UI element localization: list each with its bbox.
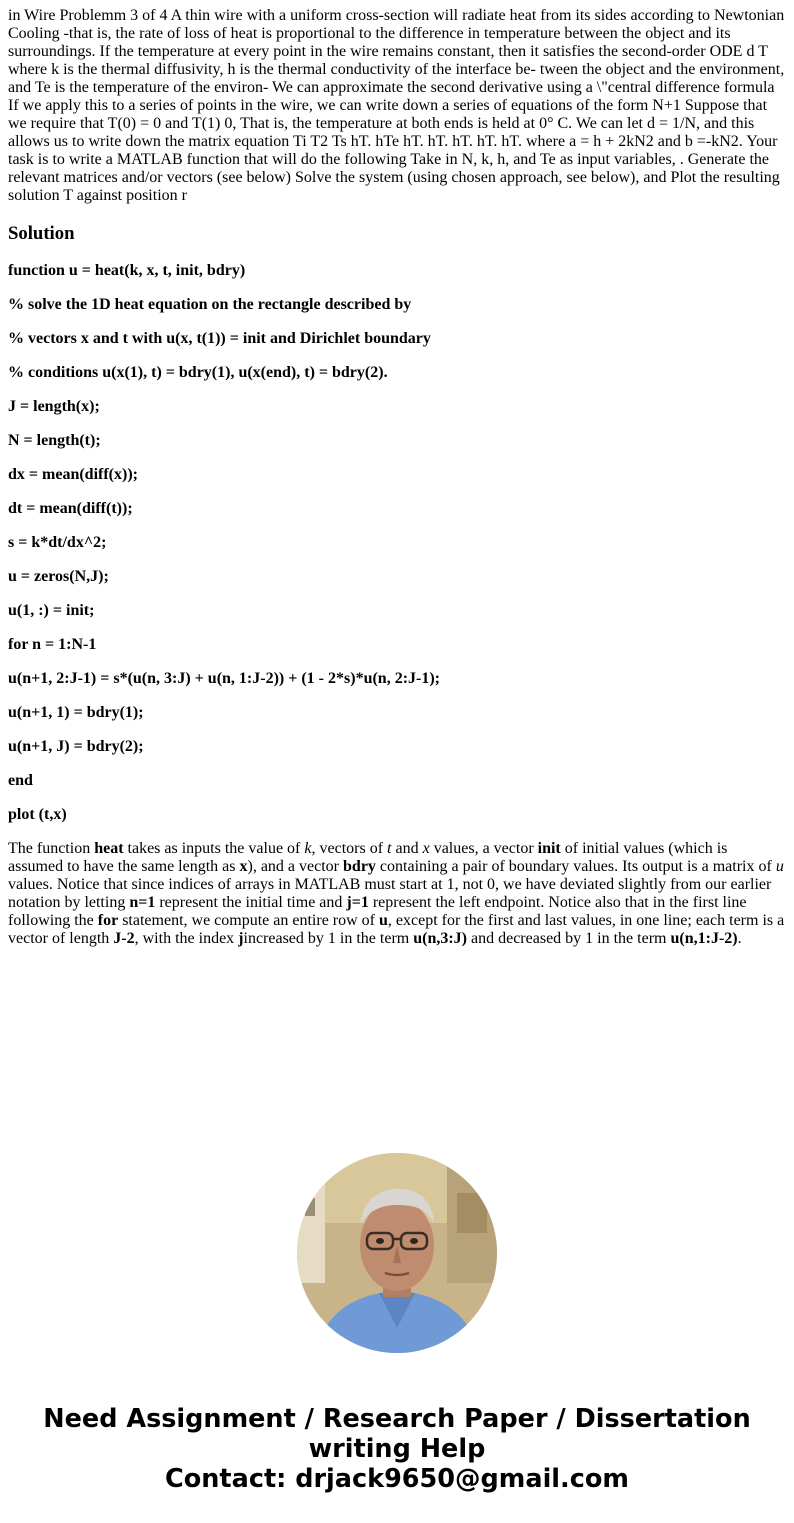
explanation-text: represent the left endpoint. Notice also that in the first line following the — [8, 894, 747, 929]
explanation-code-term: j=1 — [346, 894, 369, 911]
explanation-code-term: j — [238, 930, 244, 947]
solution-heading: Solution — [8, 223, 75, 244]
explanation-text: of initial values (which is assumed to have the same length as — [8, 840, 728, 875]
explanation-variable: x — [422, 840, 430, 857]
code-line: u(n+1, 1) = bdry(1); — [8, 704, 144, 721]
author-portrait-image — [297, 1153, 497, 1353]
explanation-code-term: J-2 — [113, 930, 135, 947]
contact-banner — [0, 1404, 794, 1494]
banner-subline: writing Help — [308, 1434, 486, 1464]
code-line: for n = 1:N-1 — [8, 636, 97, 653]
code-line: plot (t,x) — [8, 806, 67, 823]
code-block — [8, 262, 786, 824]
explanation-code-term: u(n,1:J-2) — [670, 930, 738, 947]
code-line: % vectors x and t with u(x, t(1)) = init and Dirichlet boundary — [8, 330, 431, 347]
explanation-variable: u — [775, 858, 784, 875]
explanation-text: takes as inputs the value of — [123, 840, 305, 857]
code-line: s = k*dt/dx^2; — [8, 534, 107, 551]
explanation-text: values, a vector — [429, 840, 538, 857]
explanation-text: The function — [8, 840, 95, 857]
explanation-text: ), and a vector — [247, 858, 344, 875]
explanation-code-term: u — [379, 912, 388, 929]
explanation-text: , vectors of — [311, 840, 388, 857]
code-line: N = length(t); — [8, 432, 101, 449]
code-line: function u = heat(k, x, t, init, bdry) — [8, 262, 246, 279]
contact-email: Contact: drjack9650@gmail.com — [165, 1464, 629, 1494]
explanation-variable: t — [387, 840, 392, 857]
code-line: u(n+1, J) = bdry(2); — [8, 738, 144, 755]
code-line: dt = mean(diff(t)); — [8, 500, 133, 517]
explanation-text: , except for the first and last values, in one line; each term is a vector of length — [8, 912, 785, 947]
explanation-text: represent the initial time and — [155, 894, 347, 911]
explanation-code-term: bdry — [343, 858, 376, 875]
explanation-text: . — [737, 930, 742, 947]
code-line: u = zeros(N,J); — [8, 568, 109, 585]
explanation-text: statement, we compute an entire row of — [118, 912, 379, 929]
code-line: u(1, :) = init; — [8, 602, 95, 619]
explanation-code-term: u(n,3:J) — [413, 930, 467, 947]
code-line: % solve the 1D heat equation on the rectangle described by — [8, 296, 412, 313]
explanation-code-term: heat — [94, 840, 124, 857]
code-line: % conditions u(x(1), t) = bdry(1), u(x(end), t) = bdry(2). — [8, 364, 388, 381]
banner-headline: Need Assignment / Research Paper / Dissertation — [43, 1404, 751, 1434]
explanation-code-term: for — [97, 912, 119, 929]
code-line: end — [8, 772, 33, 789]
problem-statement: in Wire Problemm 3 of 4 A thin wire with a uniform cross-section will radiate heat from its sides according to Newtonian Cooling -that is, the rate of loss of heat is proportional to the difference in temperature between the object and its surroundings. If the temperature at every point in the wire remains constant, then it satisfies the second-order ODE d T where k is the thermal diffusivity, h is the thermal conductivity of the interface be- tween the object and the environment, and Te is the temperature of the environ- We can approximate the second derivative using a \"central difference formula If we apply this to a series of points in the wire, we can write down a series of equations of the form N+1 Suppose that we require that T(0) = 0 and T(1) 0, That is, the temperature at both ends is held at 0° C. We can let d = 1/N, and this allows us to write down the matrix equation Ti T2 Ts hT. hTe hT. hT. hT. hT. hT. where a = h + 2kN2 and b =-kN2. Your task is to write a MATLAB function that will do the following Take in N, k, h, and Te as input variables, . Generate the relevant matrices and/or vectors (see below) Solve the system (using chosen approach, see below), and Plot the resulting solution T against position r — [8, 7, 785, 204]
solution-explanation — [8, 840, 786, 948]
explanation-text: increased by 1 in the term — [243, 930, 414, 947]
explanation-variable: k — [304, 840, 312, 857]
code-line: J = length(x); — [8, 398, 100, 415]
explanation-code-term: x — [239, 858, 248, 875]
document-body — [8, 7, 786, 948]
explanation-code-term: n=1 — [129, 894, 156, 911]
code-line: dx = mean(diff(x)); — [8, 466, 138, 483]
explanation-text: values. Notice that since indices of arrays in MATLAB must start at 1, not 0, we have deviated slightly from our earlier notation by letting — [8, 876, 772, 911]
code-line: u(n+1, 2:J-1) = s*(u(n, 3:J) + u(n, 1:J-2)) + (1 - 2*s)*u(n, 2:J-1); — [8, 670, 440, 687]
explanation-text: containing a pair of boundary values. Its output is a matrix of — [375, 858, 776, 875]
explanation-code-term: init — [537, 840, 561, 857]
explanation-text: and — [391, 840, 423, 857]
explanation-text: , with the index — [134, 930, 239, 947]
explanation-text: and decreased by 1 in the term — [467, 930, 671, 947]
author-avatar — [297, 1153, 497, 1353]
